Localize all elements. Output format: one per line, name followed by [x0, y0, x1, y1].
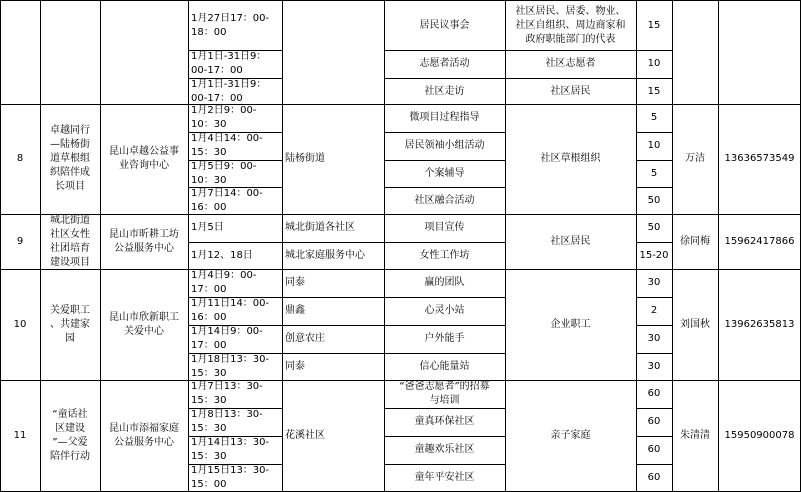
- grid-line: [384, 436, 505, 437]
- grid-line: [188, 187, 282, 188]
- table-cell-activity: 赢的团队: [424, 277, 465, 288]
- grid-line: [0, 380, 801, 381]
- grid-line: [188, 297, 505, 298]
- grid-line: [384, 50, 672, 51]
- table-cell-place: 同泰: [285, 277, 305, 288]
- table-cell-time: 1月4日14：00- 15：30: [191, 133, 263, 158]
- table-cell-target: 企业职工: [550, 318, 591, 330]
- table-cell-count: 30: [647, 333, 661, 344]
- grid-line: [636, 464, 672, 465]
- table-cell-count: 10: [647, 140, 661, 151]
- grid-line: [384, 78, 672, 79]
- grid-line: [188, 242, 505, 243]
- grid-line: [718, 0, 719, 492]
- table-cell-time: 1月1日-31日9： 00-17：00: [191, 79, 267, 104]
- table-cell-target: 社区志愿者: [545, 58, 596, 69]
- table-cell-count: 60: [647, 472, 661, 483]
- table-cell-activity: 居民领袖小组活动: [404, 140, 485, 151]
- table-cell-phone: 13636573549: [724, 153, 795, 164]
- table-cell-activity: 信心能量站: [419, 360, 470, 372]
- grid-line: [384, 132, 505, 133]
- grid-line: [636, 0, 637, 492]
- grid-line: [188, 408, 282, 409]
- table-cell-place: 同泰: [285, 360, 305, 372]
- table-cell-count: 50: [647, 222, 661, 233]
- table-cell-time: 1月14日13：30- 15：30: [191, 437, 270, 462]
- table-cell-project-name: 城北街道 社区女性 社团培育 建设项目: [50, 214, 90, 268]
- table-cell-activity: 心灵小站: [424, 305, 465, 316]
- table-cell-time: 1月5日: [191, 222, 224, 233]
- table-cell-org: 昆山市添福家庭 公益服务中心: [109, 423, 179, 448]
- table-cell-place: 创意农庄: [285, 333, 325, 344]
- table-cell-contact: 刘国秋: [680, 318, 710, 330]
- table-cell-time: 1月1日-31日9： 00-17：00: [191, 51, 267, 76]
- grid-line: [636, 132, 672, 133]
- table-cell-count: 5: [650, 112, 658, 123]
- table-cell-no: 9: [16, 235, 24, 247]
- table-cell-activity: 居民议事会: [419, 20, 470, 31]
- table-cell-place: 鼎鑫: [285, 305, 305, 316]
- table-cell-project-name: 卓越同行 —陆杨街 道草根组 织陪伴成 长项目: [50, 125, 90, 192]
- grid-line: [672, 0, 673, 492]
- table-cell-contact: 朱清清: [680, 430, 710, 441]
- grid-line: [40, 0, 41, 492]
- grid-line: [636, 187, 672, 188]
- table-cell-count: 30: [647, 277, 661, 288]
- table-cell-time: 1月5日9：00- 10：30: [191, 160, 257, 186]
- grid-line: [384, 408, 505, 409]
- table-cell-time: 1月11日14：00- 16：00: [191, 298, 270, 323]
- grid-line: [188, 436, 282, 437]
- table-cell-activity: 女性工作坊: [419, 249, 470, 261]
- table-cell-contact: 万洁: [685, 153, 705, 164]
- grid-line: [0, 104, 801, 105]
- table-cell-place: 花溪社区: [285, 430, 325, 441]
- table-cell-contact: 徐同梅: [680, 235, 710, 247]
- grid-line: [100, 0, 101, 492]
- table-cell-no: 8: [16, 153, 24, 164]
- table-cell-place: 城北街道各社区: [285, 222, 355, 233]
- table-cell-time: 1月14日9：00- 17：00: [191, 326, 263, 351]
- table-cell-count: 60: [647, 444, 661, 455]
- grid-line: [384, 160, 505, 161]
- table-cell-time: 1月7日14：00- 16：00: [191, 187, 263, 213]
- table-cell-phone: 15950900078: [724, 430, 795, 441]
- grid-line: [636, 297, 672, 298]
- table-cell-activity: 社区走访: [424, 86, 465, 97]
- table-cell-project-name: 关爱职工 、共建家 园: [50, 304, 90, 344]
- table-cell-target: 社区居民: [550, 235, 591, 247]
- table-cell-time: 1月18日13：30- 15：30: [191, 353, 270, 379]
- table-cell-org: 昆山卓越公益事 业咨询中心: [109, 146, 179, 171]
- grid-line: [636, 325, 672, 326]
- table-cell-count: 50: [647, 194, 661, 206]
- table-cell-target: 亲子家庭: [550, 430, 591, 441]
- table-cell-count: 60: [647, 416, 661, 427]
- table-cell-count: 15: [647, 20, 661, 31]
- table-cell-time: 1月15日13：30- 15：00: [191, 465, 270, 490]
- grid-line: [636, 242, 672, 243]
- table-cell-target: 社区草根组织: [540, 153, 601, 164]
- grid-line: [282, 0, 283, 492]
- grid-line: [188, 0, 189, 492]
- grid-line: [384, 187, 505, 188]
- table-cell-time: 1月27日17：00- 18：00: [191, 13, 270, 38]
- grid-line: [636, 408, 672, 409]
- table-cell-activity: 童真环保社区: [414, 416, 475, 427]
- grid-line: [188, 464, 282, 465]
- table-cell-count: 15-20: [639, 249, 669, 261]
- grid-line: [0, 0, 1, 492]
- table-cell-place: 城北家庭服务中心: [285, 249, 365, 261]
- table-cell-time: 1月2日9：00- 10：30: [191, 105, 257, 130]
- table-cell-count: 60: [647, 388, 661, 399]
- grid-line: [188, 325, 505, 326]
- table-cell-activity: 童趣欢乐社区: [414, 444, 475, 455]
- grid-line: [188, 78, 282, 79]
- table-cell-count: 2: [650, 305, 658, 316]
- table-cell-time: 1月8日13：30- 15：30: [191, 409, 263, 434]
- grid-line: [384, 464, 505, 465]
- grid-line: [505, 0, 506, 492]
- table-cell-activity: 微项目过程指导: [409, 112, 480, 123]
- table-cell-time: 1月7日13：30- 15：30: [191, 381, 263, 406]
- table-cell-activity: 户外能手: [424, 333, 465, 344]
- table-cell-phone: 13962635813: [724, 318, 795, 330]
- grid-line: [0, 269, 801, 270]
- table-cell-count: 10: [647, 58, 661, 69]
- table-cell-count: 30: [647, 360, 661, 372]
- table-cell-project-name: “童话社 区建设 ”—父爱 陪伴行动: [50, 409, 90, 462]
- grid-line: [188, 50, 282, 51]
- grid-line: [0, 214, 801, 215]
- table-cell-activity: “爸爸志愿者”的招募 与培训: [399, 381, 490, 406]
- grid-line: [636, 160, 672, 161]
- table-cell-activity: 个案辅导: [424, 167, 465, 179]
- table-cell-target: 社区居民、居委、物业、 社区自组织、周边商家和 政府职能部门的代表: [515, 6, 626, 45]
- grid-line: [0, 0, 801, 1]
- table-cell-activity: 志愿者活动: [419, 58, 470, 69]
- table-cell-org: 昆山市欣新职工 关爱中心: [109, 311, 179, 337]
- table-cell-no: 10: [13, 318, 27, 330]
- grid-line: [188, 132, 282, 133]
- table-cell-time: 1月12、18日: [191, 249, 253, 261]
- grid-line: [384, 0, 385, 492]
- table-cell-activity: 社区融合活动: [414, 194, 475, 206]
- table-cell-org: 昆山市昕耕工坊 公益服务中心: [109, 228, 179, 254]
- table-cell-no: 11: [13, 430, 27, 441]
- grid-line: [636, 353, 672, 354]
- table-cell-place: 陆杨街道: [285, 153, 325, 164]
- table-cell-activity: 项目宣传: [424, 222, 465, 233]
- table-cell-time: 1月4日9：00- 17：00: [191, 270, 257, 295]
- table-cell-target: 社区居民: [550, 86, 591, 97]
- table-cell-phone: 15962417866: [724, 235, 795, 247]
- table-cell-count: 15: [647, 86, 661, 97]
- grid-line: [188, 160, 282, 161]
- grid-line: [188, 353, 505, 354]
- grid-line: [636, 436, 672, 437]
- table-cell-activity: 童年平安社区: [414, 472, 475, 483]
- table-cell-count: 5: [650, 167, 658, 179]
